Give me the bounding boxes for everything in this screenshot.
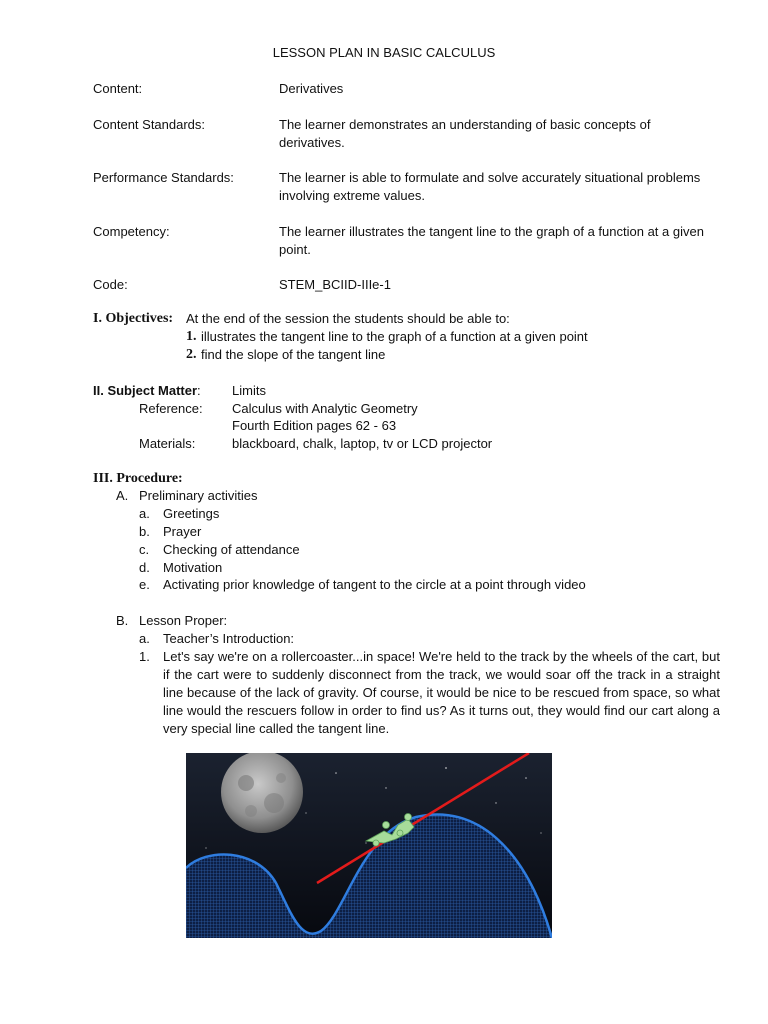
rollercoaster-tangent-illustration <box>186 753 552 938</box>
objectives-heading: I. Objectives: <box>93 311 174 326</box>
document-title: LESSON PLAN IN BASIC CALCULUS <box>272 45 496 60</box>
list-marker: d. <box>139 560 150 575</box>
list-marker: A. <box>116 488 129 503</box>
list-item: Greetings <box>163 506 220 521</box>
list-item: Activating prior knowledge of tangent to the circle at a point through video <box>163 577 586 592</box>
content-standards-value: The learner demonstrates an understanding of basic concepts of derivatives. <box>279 117 651 150</box>
illustration-svg <box>186 753 552 938</box>
list-item: Prayer <box>163 524 202 539</box>
performance-standards-label: Performance Standards: <box>93 170 234 185</box>
list-item: Motivation <box>163 560 223 575</box>
reference-label: Reference: <box>139 401 203 416</box>
list-item: Checking of attendance <box>163 542 300 557</box>
lesson-proper-title: Lesson Proper: <box>139 613 228 628</box>
moon <box>221 753 303 833</box>
list-marker: a. <box>139 631 150 646</box>
materials-value: blackboard, chalk, laptop, tv or LCD projector <box>232 436 493 451</box>
content-standards-label: Content Standards: <box>93 117 206 132</box>
list-marker: b. <box>139 524 150 539</box>
content-value: Derivatives <box>279 81 344 96</box>
reference-line-1: Calculus with Analytic Geometry <box>232 401 418 416</box>
code-value: STEM_BCIID-IIIe-1 <box>279 277 391 292</box>
list-marker: e. <box>139 577 150 592</box>
competency-value: The learner illustrates the tangent line to the graph of a function at a given point. <box>279 224 704 257</box>
objective-item: find the slope of the tangent line <box>201 347 386 362</box>
reference-line-2: Fourth Edition pages 62 - 63 <box>232 418 397 433</box>
preliminary-activities-title: Preliminary activities <box>139 488 258 503</box>
procedure-heading: III. Procedure: <box>93 471 183 486</box>
rollercoaster-paragraph: Let's say we're on a rollercoaster...in space! We're held to the track by the wheels of the cart, but if the cart were to suddenly disconnect from the track, we would soar off the track in a straight line because of the lack of gravity. Of course, it would be nice to be rescued from space, so what line would the rescuers follow in order to find us? As it turns out, they would find our cart along a very special line called the tangent line. <box>163 649 720 736</box>
materials-label: Materials: <box>139 436 196 451</box>
objective-item: illustrates the tangent line to the graph of a function at a given point <box>201 329 588 344</box>
list-marker: c. <box>139 542 150 557</box>
objectives-intro: At the end of the session the students should be able to: <box>186 311 510 326</box>
subject-matter-heading: II. Subject Matter: <box>93 383 201 398</box>
performance-standards-value: The learner is able to formulate and solve accurately situational problems involving extreme values. <box>279 170 701 203</box>
competency-label: Competency: <box>93 224 170 239</box>
list-marker: a. <box>139 506 150 521</box>
content-label: Content: <box>93 81 143 96</box>
code-label: Code: <box>93 277 128 292</box>
objective-number: 2. <box>186 347 197 362</box>
list-marker: B. <box>116 613 129 628</box>
teacher-introduction-label: Teacher’s Introduction: <box>163 631 295 646</box>
list-marker: 1. <box>139 649 150 664</box>
subject-topic: Limits <box>232 383 266 398</box>
objective-number: 1. <box>186 329 197 344</box>
